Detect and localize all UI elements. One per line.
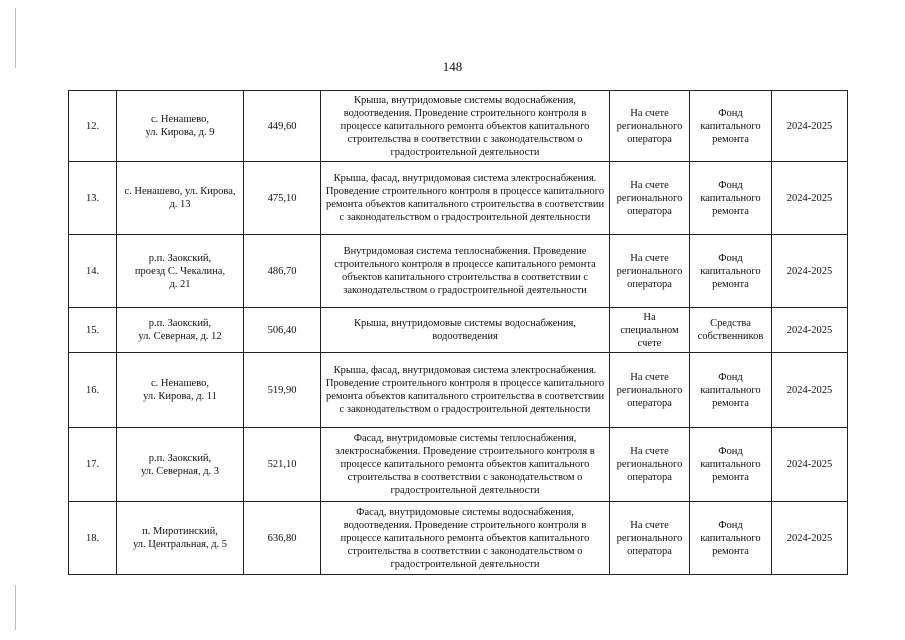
- term-cell: 2024-2025: [772, 502, 848, 575]
- works-cell: Фасад, внутридомовые системы теплоснабжения, электроснабжения. Проведение строительного контроля в процессе капитального ремонта объектов капитального строительства в соответствии с законодательством о градостроительной деятельности: [321, 428, 610, 502]
- area-cell: 486,70: [244, 235, 321, 308]
- table-body: [69, 91, 848, 575]
- funding-source-cell: Фонд капитального ремонта: [690, 428, 772, 502]
- works-cell: Внутридомовая система теплоснабжения. Проведение строительного контроля в процессе капитального ремонта объектов капитального строительства в соответствии с законодательством о градостроительной деятельности: [321, 235, 610, 308]
- funding-source-cell: Фонд капитального ремонта: [690, 502, 772, 575]
- account-cell: На счете регионального оператора: [610, 353, 690, 428]
- works-cell: Крыша, внутридомовые системы водоснабжения, водоотведения: [321, 308, 610, 353]
- term-cell: 2024-2025: [772, 235, 848, 308]
- works-cell: Крыша, фасад, внутридомовая система электроснабжения. Проведение строительного контроля в процессе капитального ремонта объектов капитального строительства в соответствии с законодательством о градостроительной деятельности: [321, 162, 610, 235]
- term-cell: 2024-2025: [772, 353, 848, 428]
- account-cell: На счете регионального оператора: [610, 428, 690, 502]
- works-cell: Крыша, внутридомовые системы водоснабжения, водоотведения. Проведение строительного контроля в процессе капитального ремонта объектов капитального строительства в соответствии с законодательством о градостроительной деятельности: [321, 91, 610, 162]
- table-row: [69, 502, 848, 575]
- scan-artifact: [15, 585, 16, 630]
- area-cell: 636,80: [244, 502, 321, 575]
- area-cell: 449,60: [244, 91, 321, 162]
- address-cell: р.п. Заокский, проезд С. Чекалина, д. 21: [117, 235, 244, 308]
- address-cell: с. Ненашево, ул. Кирова, д. 13: [117, 162, 244, 235]
- term-cell: 2024-2025: [772, 428, 848, 502]
- row-number: 18.: [69, 502, 117, 575]
- table-row: [69, 428, 848, 502]
- page-number: 148: [442, 59, 463, 74]
- area-cell: 519,90: [244, 353, 321, 428]
- address-cell: с. Ненашево, ул. Кирова, д. 11: [117, 353, 244, 428]
- address-cell: с. Ненашево, ул. Кирова, д. 9: [117, 91, 244, 162]
- scan-artifact: [15, 8, 16, 68]
- area-cell: 521,10: [244, 428, 321, 502]
- area-cell: 475,10: [244, 162, 321, 235]
- funding-source-cell: Фонд капитального ремонта: [690, 353, 772, 428]
- works-cell: Фасад, внутридомовые системы водоснабжения, водоотведения. Проведение строительного контроля в процессе капитального ремонта объектов капитального строительства в соответствии с законодательством о градостроительной деятельности: [321, 502, 610, 575]
- address-cell: р.п. Заокский, ул. Северная, д. 3: [117, 428, 244, 502]
- area-cell: 506,40: [244, 308, 321, 353]
- funding-source-cell: Фонд капитального ремонта: [690, 91, 772, 162]
- row-number: 12.: [69, 91, 117, 162]
- account-cell: На счете регионального оператора: [610, 91, 690, 162]
- table-row: [69, 308, 848, 353]
- table-row: [69, 235, 848, 308]
- repair-program-table: [68, 90, 848, 575]
- account-cell: На счете регионального оператора: [610, 162, 690, 235]
- term-cell: 2024-2025: [772, 91, 848, 162]
- row-number: 13.: [69, 162, 117, 235]
- account-cell: На счете регионального оператора: [610, 502, 690, 575]
- account-cell: На специальном счете: [610, 308, 690, 353]
- table-row: [69, 353, 848, 428]
- row-number: 15.: [69, 308, 117, 353]
- term-cell: 2024-2025: [772, 308, 848, 353]
- works-cell: Крыша, фасад, внутридомовая система электроснабжения. Проведение строительного контроля в процессе капитального ремонта объектов капитального строительства в соответствии с законодательством о градостроительной деятельности: [321, 353, 610, 428]
- table-row: [69, 91, 848, 162]
- row-number: 16.: [69, 353, 117, 428]
- term-cell: 2024-2025: [772, 162, 848, 235]
- row-number: 14.: [69, 235, 117, 308]
- row-number: 17.: [69, 428, 117, 502]
- table-row: [69, 162, 848, 235]
- address-cell: п. Миротинский, ул. Центральная, д. 5: [117, 502, 244, 575]
- address-cell: р.п. Заокский, ул. Северная, д. 12: [117, 308, 244, 353]
- funding-source-cell: Фонд капитального ремонта: [690, 235, 772, 308]
- funding-source-cell: Фонд капитального ремонта: [690, 162, 772, 235]
- account-cell: На счете регионального оператора: [610, 235, 690, 308]
- funding-source-cell: Средства собственников: [690, 308, 772, 353]
